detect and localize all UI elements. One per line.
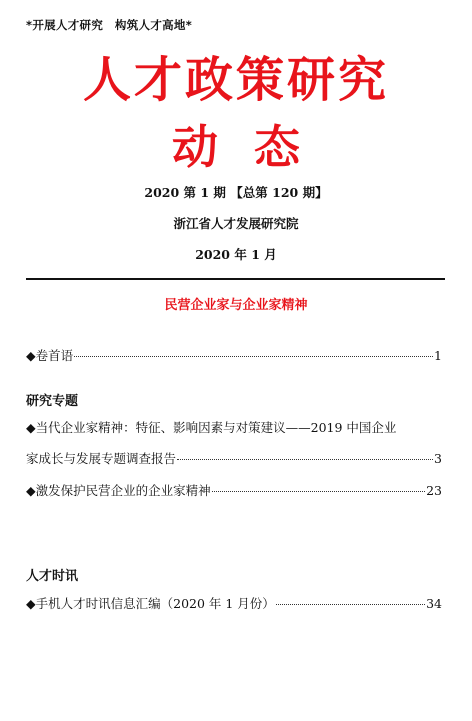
section-heading-research: 研究专题 <box>26 394 79 409</box>
slogan: *开展人才研究 构筑人才高地* <box>26 18 193 32</box>
issue-theme: 民营企业家与企业家精神 <box>164 298 308 313</box>
toc-page-number: 34 <box>426 596 442 611</box>
toc-entry-label: ◆卷首语 <box>26 348 74 363</box>
toc-page-number: 3 <box>434 451 442 466</box>
section-heading-talent-news: 人才时讯 <box>26 569 79 584</box>
toc-entry-entrepreneurship-line1[interactable]: ◆当代企业家精神：特征、影响因素与对策建议——2019 中国企业 <box>26 420 397 435</box>
toc-entry-label: ◆手机人才时讯信息汇编（2020 年 1 月份） <box>26 596 275 611</box>
toc-leader-dots <box>177 459 433 460</box>
toc-page-number: 23 <box>426 483 442 498</box>
publication-title-subtitle: 动态 <box>172 120 336 174</box>
toc-entry-talent-news[interactable] <box>26 594 442 612</box>
toc-page-number: 1 <box>434 348 442 363</box>
toc-entry-label: 家成长与发展专题调查报告 <box>26 451 177 466</box>
header-divider <box>26 278 445 280</box>
toc-leader-dots <box>276 604 425 605</box>
publication-title: 人才政策研究 <box>82 52 389 108</box>
toc-entry-label: ◆激发保护民营企业的企业家精神 <box>26 483 211 498</box>
toc-leader-dots <box>212 491 425 492</box>
issue-number: 2020 第 1 期 【总第 120 期】 <box>144 185 328 200</box>
toc-entry-preface[interactable] <box>26 346 442 364</box>
toc-leader-dots <box>74 356 433 357</box>
toc-entry-entrepreneurship[interactable] <box>26 449 442 467</box>
issue-date: 2020 年 1 月 <box>195 247 277 262</box>
toc-entry-private-enterprise[interactable] <box>26 481 442 499</box>
publisher-name: 浙江省人才发展研究院 <box>173 216 299 231</box>
